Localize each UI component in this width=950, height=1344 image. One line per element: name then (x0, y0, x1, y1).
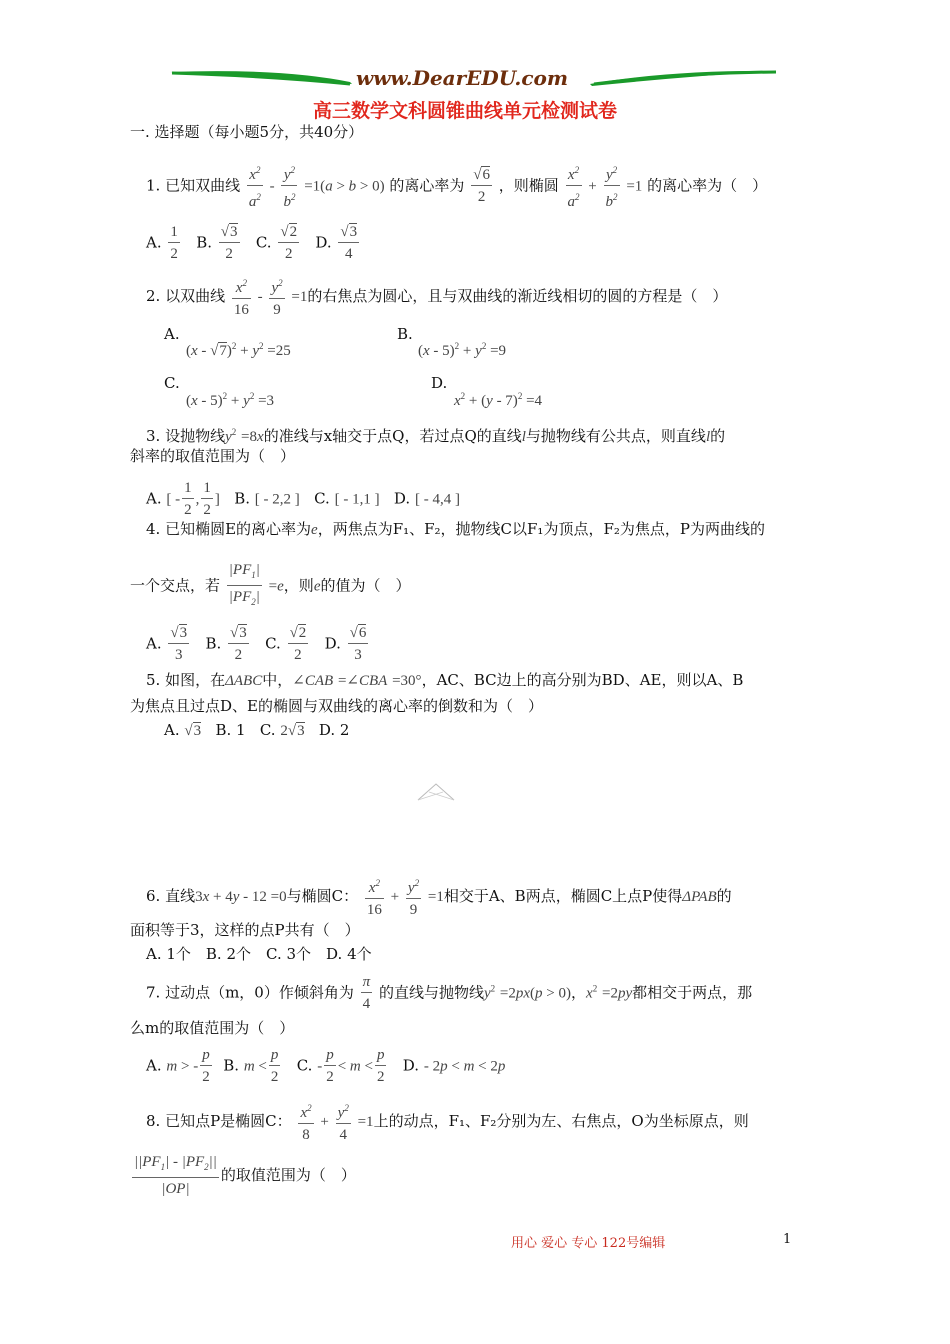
question-7: 7. 过动点（m，0）作倾斜角为 $\frac{\pi}{4}$ 的直线与抛物线$y^2 =2px(p > 0)$，$x^2 =2py$都相交于两点，那 (146, 974, 753, 1012)
page-title: 高三数学文科圆锥曲线单元检测试卷 (313, 100, 618, 122)
q1-text: 1. 已知双曲线 (146, 176, 241, 195)
q2-option-a: A. (164, 325, 180, 343)
q2-option-c-formula: $(x - 5)^2 + y^2 =3$ (186, 391, 275, 409)
question-3: 3. 设抛物线$y^2 =8x$的准线与x轴交于点Q，若过点Q的直线l与抛物线有公共点，则直线l的 (146, 427, 726, 445)
q2-option-d-formula: $x^2 + (y - 7)^2 =4$ (454, 391, 543, 409)
q5-options: A. √3 B. 1 C. 2√3 D. 2 (164, 721, 350, 739)
q3-line2: 斜率的取值范围为（ ） (130, 447, 296, 465)
q7-line2: 么m的取值范围为（ ） (130, 1019, 295, 1037)
q7-options: A. m > - $\frac{p}{2}$ B. m < $\frac{p}{2}$ C. - $\frac{p}{2}$ < m < $\frac{p}{2}$ D. - 2p < m < 2p (146, 1047, 506, 1085)
q2-option-b: B. (397, 325, 413, 343)
q4-options: A. $\frac{√3}{3}$ B. $\frac{√3}{2}$ C. $\frac{√2}{2}$ D. $\frac{√6}{3}$ (146, 625, 367, 663)
q2-option-d: D. (431, 374, 448, 392)
q2-option-a-formula: $(x - √7)^2 + y^2 =25$ (186, 341, 291, 359)
triangle-figure (415, 778, 457, 804)
footer-text: 用心 爱心 专心 122号编辑 (511, 1236, 666, 1251)
site-logo-text: www.DearEDU.com (356, 66, 569, 90)
q6-line2: 面积等于3，这样的点P共有（ ） (130, 921, 360, 939)
q1-options: A. $\frac{1}{2}$ B. $\frac{√3}{2}$ C. $\frac{√2}{2}$ D. $\frac{√3}{4}$ (146, 224, 358, 262)
q8-line2: $\frac{||PF_1| - |PF_2||}{|OP|}$ 的取值范围为（ ） (134, 1154, 356, 1197)
question-8: 8. 已知点P是椭圆C： $\frac{x^2}{8}$ + $\frac{y^2}{4}$ =1上的动点，F₁、F₂分别为左、右焦点，O为坐标原点，则 (146, 1098, 749, 1146)
q2-option-c: C. (164, 374, 180, 392)
q3-options: A. [ - $\frac{1}{2}$ , $\frac{1}{2}$ ] B. [ - 2,2 ] C. [ - 1,1 ] D. [ - 4,4 ] (146, 480, 460, 518)
question-6: 6. 直线3x + 4y - 12 =0与椭圆C： $\frac{x^2}{16}$ + $\frac{y^2}{9}$ =1相交于A、B两点，椭圆C上点P使得ΔPAB的 (146, 873, 732, 921)
section-heading: 一. 选择题（每小题5分，共40分） (130, 123, 364, 141)
question-4: 4. 已知椭圆E的离心率为e，两焦点为F₁、F₂，抛物线C以F₁为顶点，F₂为焦点，P为两曲线的 (146, 520, 765, 538)
question-1: 1. 已知双曲线 $\frac{x^2}{a^2}$ - $\frac{y^2}{b^2}$ =1(a > b > 0) 的离心率为 $\frac{√6}{2}$ ，则椭圆 $\frac{x^2}{a^2}$ + $\frac{y^2}{b^2}$ =1 的离心率为（ ） (146, 160, 767, 213)
question-2: 2. 以双曲线 $\frac{x^2}{16}$ - $\frac{y^2}{9}$ =1的右焦点为圆心，且与双曲线的渐近线相切的圆的方程是（ ） (146, 273, 727, 321)
q4-line2: 一个交点，若 $\frac{|PF_1|}{|PF_2|}$ =e，则e的值为（ ） (130, 562, 411, 607)
q5-line2: 为焦点且过点D、E的椭圆与双曲线的离心率的倒数和为（ ） (130, 697, 543, 715)
q2-option-b-formula: $(x - 5)^2 + y^2 =9$ (418, 341, 507, 359)
page-number: 1 (783, 1232, 792, 1247)
q6-options: A. 1个 B. 2个 C. 3个 D. 4个 (146, 945, 372, 963)
question-5: 5. 如图，在ΔABC中，∠CAB =∠CBA =30°，AC、BC边上的高分别为BD、AE，则以A、B (146, 671, 744, 689)
